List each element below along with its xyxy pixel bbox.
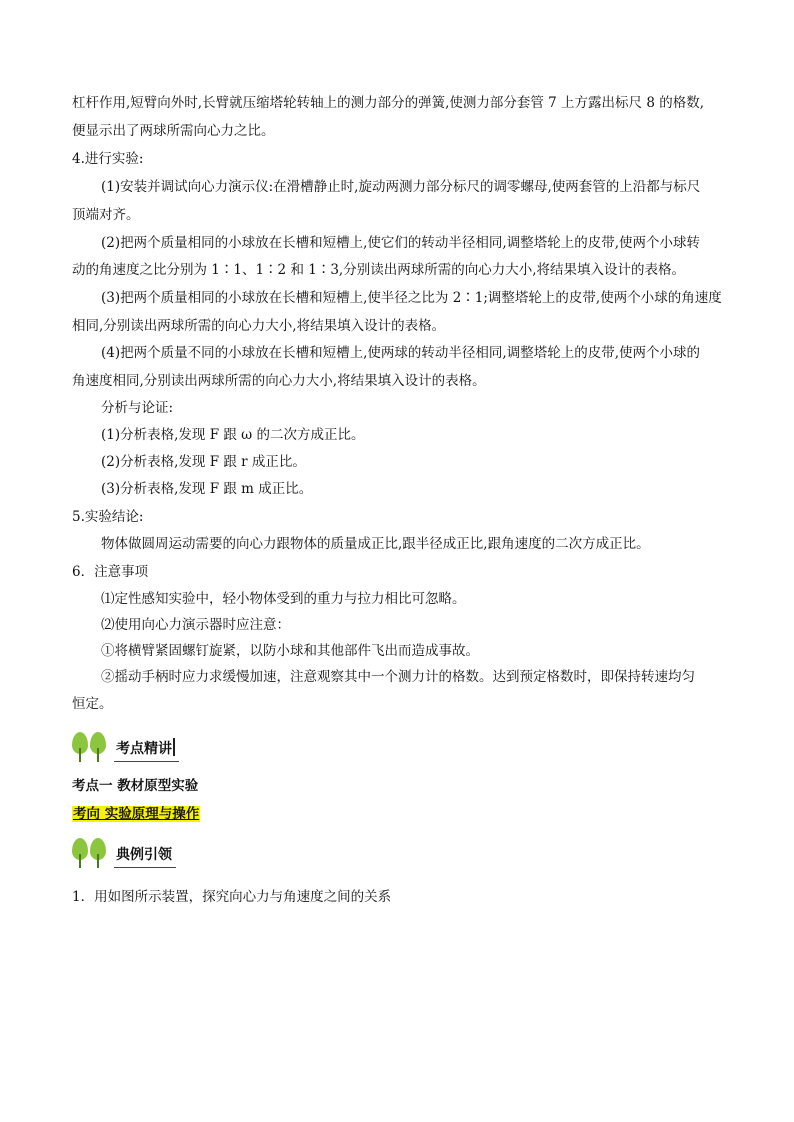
text-line: ⑵使用向心力演示器时应注意： [101,617,290,633]
step-heading: 4.进行实验: [72,151,144,167]
tree-icon [72,732,108,762]
point-title: 考点一 教材原型实验 [72,778,199,794]
text-line: (4)把两个质量不同的小球放在长槽和短槽上,使两球的转动半径相同,调整塔轮上的皮带,使两个小球的 [101,345,700,361]
question-text: 1．用如图所示装置，探究向心力与角速度之间的关系 [72,889,392,905]
text-line: 恒定。 [72,696,113,712]
section-banner-dianli [72,834,176,868]
banner-title: 考点精讲 [114,738,179,762]
text-line: 角速度相同,分别读出两球所需的向心力大小,将结果填入设计的表格。 [72,373,486,389]
text-line: (3)分析表格,发现 F 跟 m 成正比。 [101,481,313,497]
highlight-heading: 考向 实验原理与操作 [73,806,200,822]
text-cursor [173,738,175,756]
text-line: 杠杆作用,短臂向外时,长臂就压缩塔轮转轴上的测力部分的弹簧,使测力部分套管 7 上方露出标尺 8 的格数, [72,95,705,111]
banner-title: 典例引领 [114,844,176,868]
step-heading: 5.实验结论: [72,509,144,525]
text-line: (2)把两个质量相同的小球放在长槽和短槽上,使它们的转动半径相同,调整塔轮上的皮带,使两个小球转 [101,235,700,251]
text-line: (1)安装并调试向心力演示仪:在滑槽静止时,旋动两测力部分标尺的调零螺母,使两套管的上沿都与标尺 [101,179,701,195]
text-line: 便显示出了两球所需向心力之比。 [72,123,275,139]
step-heading: 6．注意事项 [72,564,149,580]
text-line: (3)把两个质量相同的小球放在长槽和短槽上,使半径之比为 2∶1;调整塔轮上的皮带,使两个小球的角速度 [101,290,722,306]
text-line: (2)分析表格,发现 F 跟 r 成正比。 [101,454,306,470]
text-line: (1)分析表格,发现 F 跟 ω 的二次方成正比。 [101,427,365,443]
text-line: ⑴定性感知实验中，轻小物体受到的重力与拉力相比可忽略。 [101,591,466,607]
text-line: 动的角速度之比分别为 1∶1、1∶2 和 1∶3,分别读出两球所需的向心力大小,将结果填入设计的表格。 [72,262,685,278]
tree-icon [72,838,108,868]
text-line: 相同,分别读出两球所需的向心力大小,将结果填入设计的表格。 [72,318,446,334]
text-line: 顶端对齐。 [72,207,140,223]
text-line: ①将横臂紧固螺钉旋紧，以防小球和其他部件飞出而造成事故。 [101,643,479,659]
analysis-heading: 分析与论证: [101,400,174,416]
text-line: ②摇动手柄时应力求缓慢加速，注意观察其中一个测力计的格数。达到预定格数时，即保持转速均匀 [101,669,695,685]
section-banner-kaodian [72,728,179,762]
text-line: 物体做圆周运动需要的向心力跟物体的质量成正比,跟半径成正比,跟角速度的二次方成正比。 [101,536,650,552]
